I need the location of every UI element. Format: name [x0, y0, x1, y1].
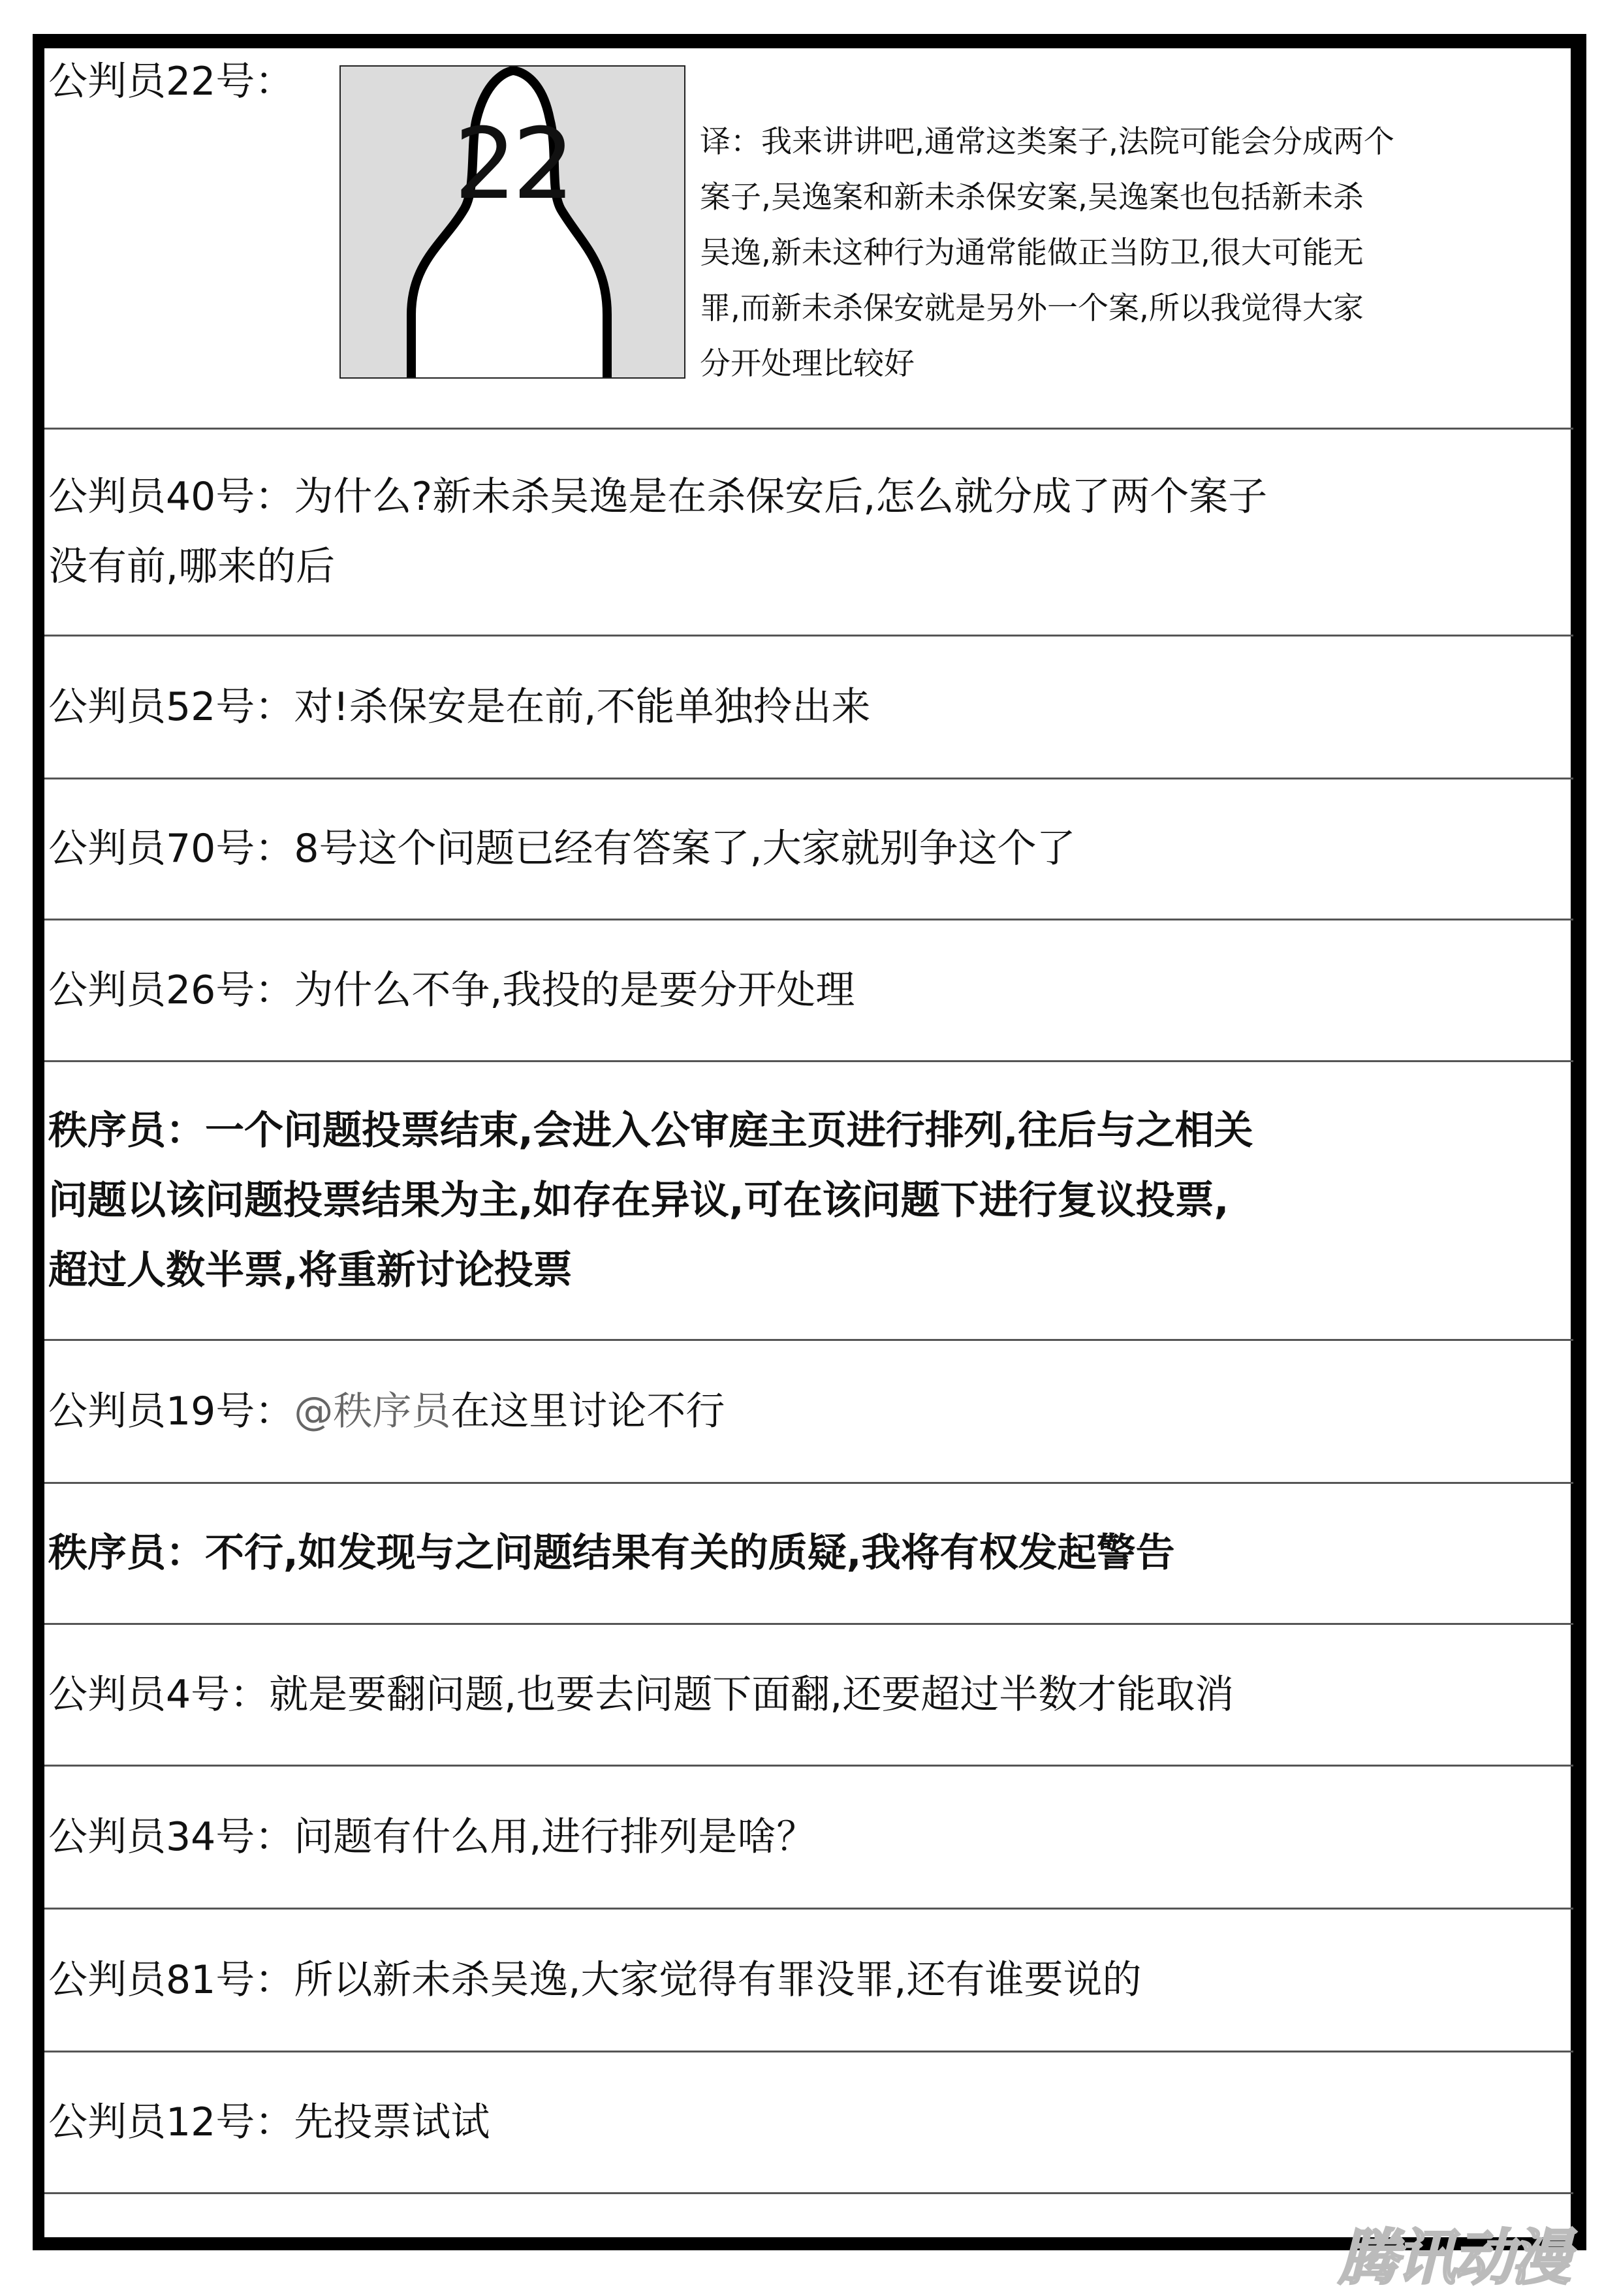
text-line: 公判员81号：所以新未杀吴逸,大家觉得有罪没罪,还有谁要说的 [48, 1957, 1142, 2003]
text-line: 公判员12号：先投票试试 [48, 2099, 490, 2145]
message-juror-70 [46, 779, 1573, 919]
message-juror-34 [46, 1767, 1573, 1908]
message-juror-19 [46, 1341, 1573, 1482]
text-line: 译：我来讲讲吧,通常这类案子,法院可能会分成两个 [700, 124, 1394, 160]
speaker-label: 公判员22号： [48, 59, 294, 104]
mention-link[interactable]: @秩序员 [294, 1388, 451, 1434]
message-juror-52 [46, 637, 1573, 778]
text-line: 公判员52号：对!杀保安是在前,不能单独拎出来 [48, 684, 871, 730]
translation-text [700, 114, 1394, 392]
text-line: 公判员70号：8号这个问题已经有答案了,大家就别争这个了 [48, 826, 1076, 872]
message-juror-81 [46, 1910, 1573, 2051]
text-line: 超过人数半票,将重新讨论投票 [48, 1247, 573, 1293]
text-line: 没有前,哪来的后 [48, 544, 336, 590]
text-line: 公判员26号：为什么不争,我投的是要分开处理 [48, 967, 855, 1013]
text-line: 罪,而新未杀保安就是另外一个案,所以我觉得大家 [700, 291, 1364, 326]
text-line: 吴逸,新未这种行为通常能做正当防卫,很大可能无 [700, 235, 1364, 271]
text-line: 公判员40号：为什么?新未杀吴逸是在杀保安后,怎么就分成了两个案子 [48, 474, 1268, 520]
watermark-logo: 腾讯动漫 [1338, 2223, 1569, 2293]
text-line: 案子,吴逸案和新未杀保安案,吴逸案也包括新未杀 [700, 180, 1364, 215]
message-juror-40 [46, 430, 1573, 635]
text-line: 公判员4号：就是要翻问题,也要去问题下面翻,还要超过半数才能取消 [48, 1671, 1234, 1718]
message-text: 在这里讨论不行 [450, 1388, 725, 1434]
speaker-label: 公判员19号： [48, 1388, 294, 1434]
message-juror-12 [46, 2052, 1573, 2192]
text-line: 秩序员：一个问题投票结束,会进入公审庭主页进行排列,往后与之相关 [48, 1107, 1253, 1154]
message-juror-26 [46, 920, 1573, 1060]
message-moderator [46, 1062, 1573, 1339]
text-line: 问题以该问题投票结果为主,如存在异议,可在该问题下进行复议投票, [48, 1177, 1229, 1223]
message-juror-4 [46, 1625, 1573, 1765]
avatar-number: 22 [454, 108, 571, 221]
text-line: 分开处理比较好 [700, 346, 915, 382]
text-line: 秩序员：不行,如发现与之问题结果有关的质疑,我将有权发起警告 [48, 1530, 1175, 1576]
text-line: 公判员34号：问题有什么用,进行排列是啥？ [48, 1814, 816, 1860]
message-moderator-warning [46, 1484, 1573, 1623]
text-line [48, 1377, 1573, 1447]
avatar [339, 65, 685, 379]
divider [44, 2192, 1573, 2194]
